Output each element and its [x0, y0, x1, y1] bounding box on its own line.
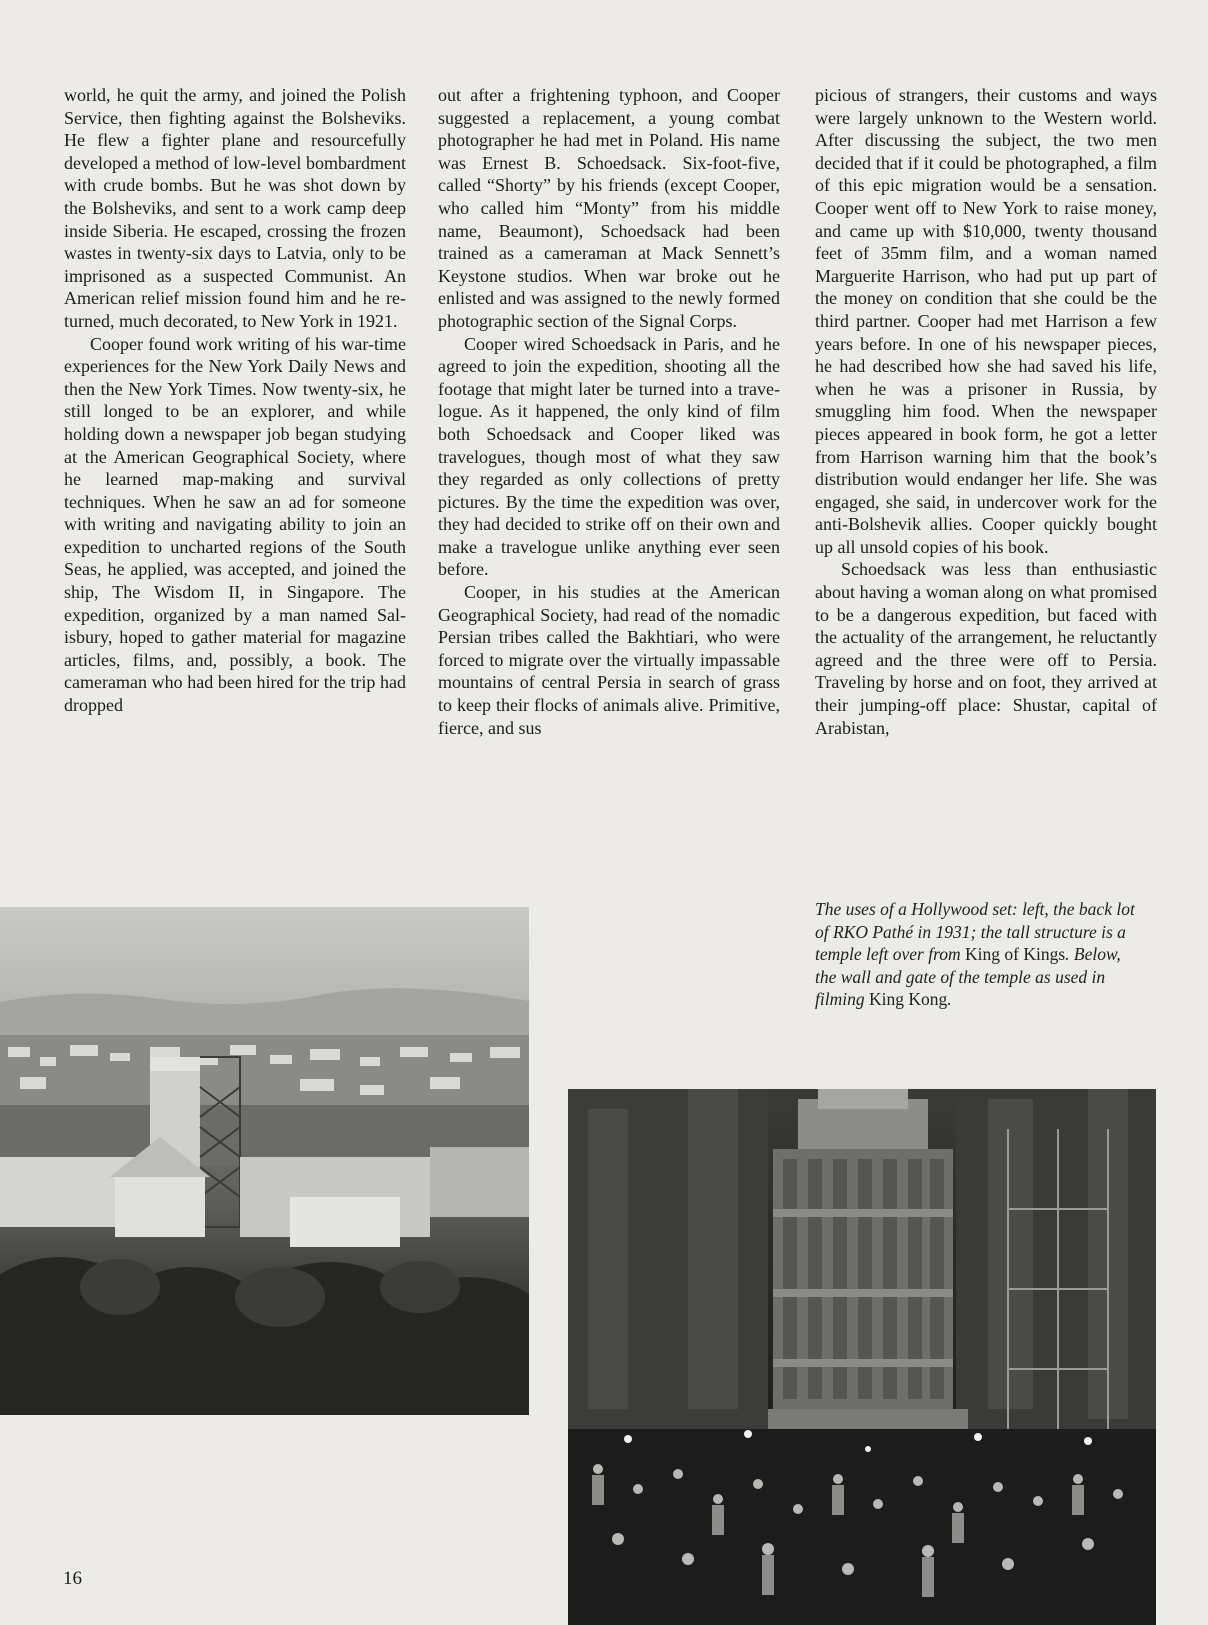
caption-film-title: King of Kings	[965, 944, 1066, 964]
paragraph: Schoedsack was less than enthusiastic about having a woman along on what promised to be a dangerous expedition, but faced with the actuality of the arrangement, he reluctantly agreed and the three were off to Persia. Traveling by horse and on foot, they arrived at their jumping-off place: Shustar, capital of Arabistan,	[815, 559, 1157, 738]
paragraph: picious of strangers, their customs and ways were largely unknown to the Western world. After discussing the subject, the two men decided that if it could be photographed, a film of this epic migration would be a sensation. Cooper went off to New York to raise money, and came up with $10,000, twenty thousand feet of 35mm film, and a woman named Marguerite Harrison, who had put up part of the money on condition that she could be the third partner. Cooper had met Harrison a few years before. In one of his newspaper pieces, he had described how she had saved his life, when he was a prisoner in Russia, by smuggling him food. When the newspaper pieces appeared in book form, he got a letter from Harrison warning him that the book’s distribution would endanger her life. She was engaged, she said, in undercover work for the anti-Bolshevik allies. Cooper quickly bought up all unsold copies of his book.	[815, 85, 1157, 557]
caption-text: The uses of a Hollywood set: left, the back lot of RKO Pathé in 1931; the tall structure is a temple left over from	[815, 899, 1135, 964]
temple-gate-illustration	[568, 1089, 1156, 1625]
backlot-photo	[0, 907, 529, 1415]
paragraph: Cooper found work writing of his war-time experiences for the New York Daily News and then the New York Times. Now twenty-six, he still longed to be an explorer, and while holding down a newspaper job began studying at the American Geographical Society, where he learned map-making and survival techniques. When he saw an ad for someone with writing and navigating ability to join an expedition to uncharted regions of the South Seas, he applied, was accepted, and joined the ship, The Wisdom II, in Singapore. The expedition, organized by a man named Salisbury, hoped to gather material for magazine articles, films, and, possibly, a book. The cameraman who had been hired for the trip had dropped	[64, 333, 406, 716]
text-column-2	[438, 84, 780, 739]
caption-text: . Below, the wall and gate of the temple as used in filming	[815, 944, 1121, 1009]
text-column-3	[815, 84, 1157, 739]
paragraph: Cooper wired Schoedsack in Paris, and he agreed to join the expedition, shooting all the footage that might later be turned into a travelogue. As it happened, the only kind of film both Schoedsack and Cooper liked was travelogues, though most of what they saw they regarded as only collections of pretty pictures. By the time the expedition was over, they had decided to strike off on their own and make a travelogue unlike anything ever seen before.	[438, 333, 780, 580]
temple-gate-photo	[568, 1089, 1156, 1625]
caption-text: .	[947, 989, 952, 1009]
page-number: 16	[63, 1568, 82, 1589]
paragraph: Cooper, in his studies at the American Geographical Society, had read of the nomadic Persian tribes called the Bakhtiari, who were forced to migrate over the virtually impassable mountains of central Persia in search of grass to keep their flocks of animals alive. Primitive, fierce, and sus	[438, 582, 780, 738]
caption-film-title: King Kong	[868, 989, 948, 1009]
photo-caption	[815, 898, 1145, 1011]
text-column-1	[64, 84, 406, 717]
backlot-illustration	[0, 907, 529, 1415]
paragraph: world, he quit the army, and joined the Polish Service, then fighting against the Bolsheviks. He flew a fighter plane and resourcefully developed a method of low-level bombardment with crude bombs. But he was shot down by the Bolsheviks, and sent to a work camp deep inside Siberia. He escaped, crossing the frozen wastes in twenty-six days to Latvia, only to be imprisoned as a suspected Communist. An American relief mission found him and he returned, much decorated, to New York in 1921.	[64, 85, 406, 331]
paragraph: out after a frightening typhoon, and Cooper suggested a replacement, a young combat photographer he had met in Poland. His name was Ernest B. Schoedsack. Six-foot-five, called “Shorty” by his friends (except Cooper, who called him “Monty” from his middle name, Beaumont), Schoedsack had been trained as a cameraman at Mack Sennett’s Keystone studios. When war broke out he enlisted and was assigned to the newly formed photographic section of the Signal Corps.	[438, 85, 780, 331]
